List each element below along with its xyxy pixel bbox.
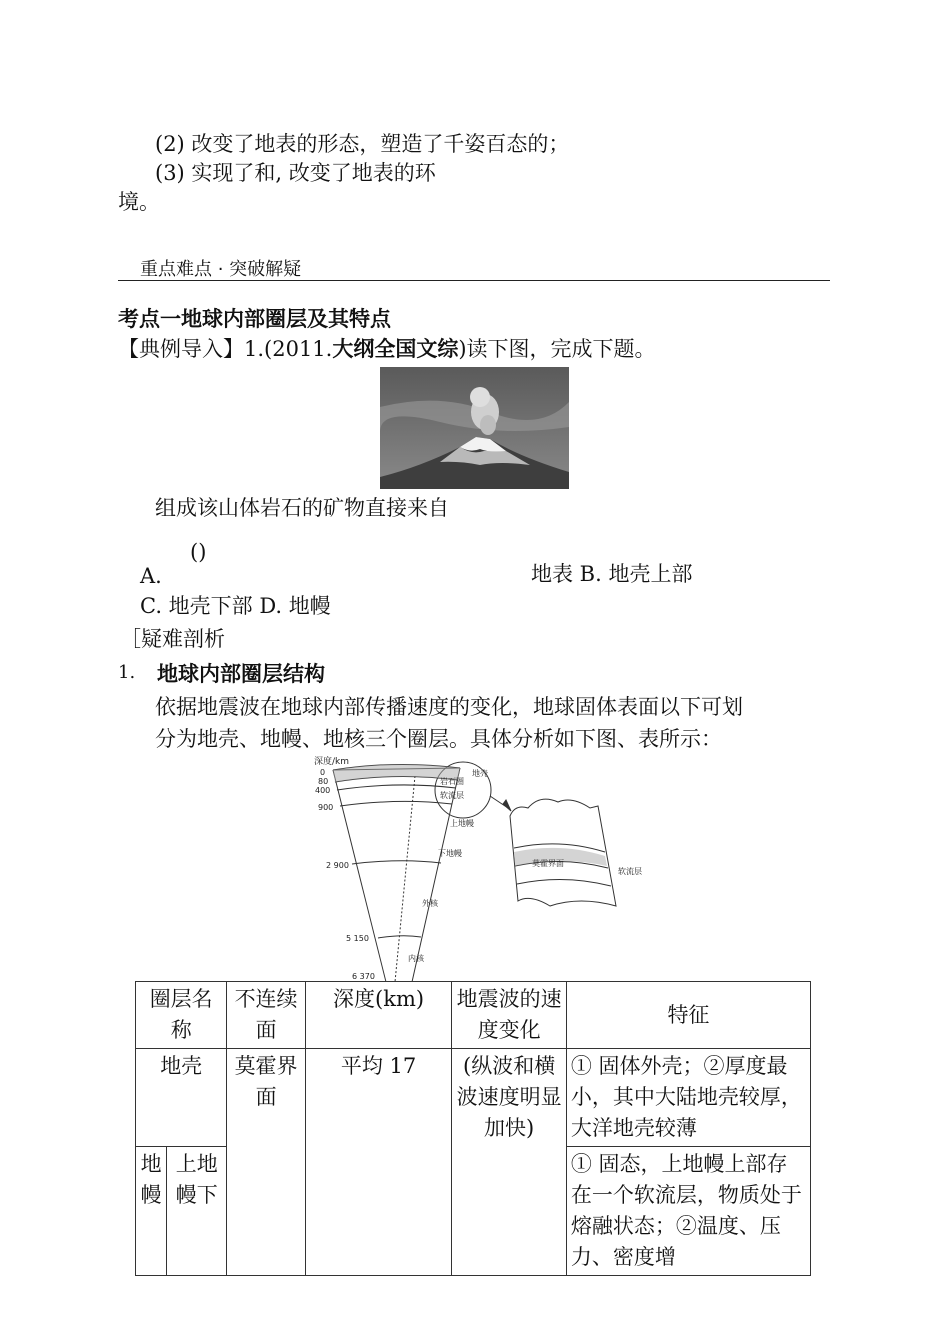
label-lower-mantle: 下地幔: [438, 849, 462, 858]
header-discontinuity: 不连续面: [227, 982, 305, 1049]
example-source: 大纲全国文综: [332, 336, 459, 361]
layer-table: [135, 981, 811, 1276]
analysis-header: ［疑难剖析: [120, 627, 225, 651]
header-layer-name: 圈层名称: [136, 982, 227, 1049]
header-features: 特征: [566, 982, 810, 1049]
mantle-features: ① 固态，上地幔上部存在一个软流层，物质处于熔融状态；②温度、压力、密度增: [566, 1147, 810, 1276]
depth-2900: 2 900: [326, 861, 349, 870]
crust-depth: 平均 17: [305, 1049, 452, 1276]
header-velocity: 地震波的速度变化: [452, 982, 567, 1049]
section-divider: [118, 280, 830, 281]
label-crust: 地壳: [472, 769, 488, 778]
section-header: 重点难点 · 突破解疑: [140, 259, 302, 280]
intro-line-1: (2) 改变了地表的形态，塑造了千姿百态的；: [155, 132, 570, 156]
mantle-sub: 上地幔下: [167, 1147, 227, 1276]
example-suffix: )读下图，完成下题。: [458, 337, 656, 361]
label-inner-core: 内核: [408, 954, 424, 963]
depth-80: 80: [318, 777, 329, 786]
label-asthenosphere-zoom: 软流层: [618, 867, 642, 876]
point-title: 地球内部圈层结构: [157, 661, 325, 686]
label-outer-core: 外核: [422, 899, 438, 908]
depth-0: 0: [320, 768, 326, 777]
table-header-row: [136, 982, 811, 1049]
earth-structure-diagram: [300, 756, 700, 982]
depth-axis-label: 深度/km: [314, 757, 350, 767]
example-prefix: 【典例导入】1.(2011.: [118, 337, 333, 361]
label-asthenosphere: 软流层: [440, 791, 464, 800]
depth-900: 900: [318, 803, 334, 812]
depth-5150: 5 150: [346, 934, 369, 943]
crust-name: 地壳: [136, 1049, 227, 1147]
depth-400: 400: [315, 786, 331, 795]
crust-features: ① 固体外壳；②厚度最小，其中大陆地壳较厚，大洋地壳较薄: [566, 1049, 810, 1147]
option-a: A.: [140, 564, 162, 588]
point-number: 1.: [118, 662, 136, 683]
point-body-2: 分为地壳、地幔、地核三个圈层。具体分析如下图、表所示：: [155, 727, 722, 751]
intro-line-2: (3) 实现了和, 改变了地表的环: [155, 161, 436, 185]
table-row: [136, 1049, 811, 1147]
header-depth: 深度(km): [305, 982, 452, 1049]
intro-line-3: 境。: [118, 190, 160, 214]
question-stem: 组成该山体岩石的矿物直接来自: [155, 496, 449, 520]
answer-bracket: (): [190, 540, 207, 564]
options-c-d: C. 地壳下部 D. 地幔: [140, 594, 331, 618]
example-line: [118, 334, 656, 364]
label-upper-mantle: 上地幔: [450, 819, 474, 828]
depth-6370: 6 370: [352, 972, 375, 981]
mantle-name: 地幔: [136, 1147, 167, 1276]
label-lithosphere: 岩石圈: [440, 777, 464, 786]
option-a-text-b: 地表 B. 地壳上部: [531, 562, 693, 586]
point-body-1: 依据地震波在地球内部传播速度的变化，地球固体表面以下可划: [155, 695, 743, 719]
moho-boundary: 莫霍界面: [227, 1049, 305, 1276]
volcano-photo: [380, 367, 569, 489]
crust-velocity: (纵波和横波速度明显加快): [452, 1049, 567, 1276]
label-moho: 莫霍界面: [532, 859, 564, 868]
topic-title: 考点一地球内部圈层及其特点: [118, 306, 391, 331]
